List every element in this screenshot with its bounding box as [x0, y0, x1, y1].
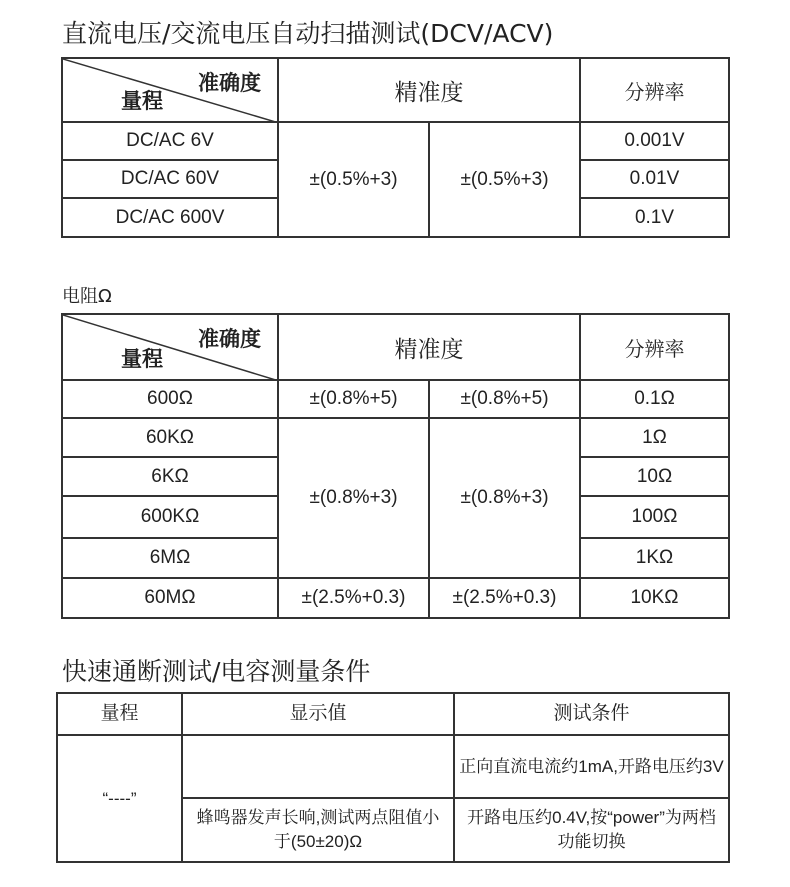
resolution-cell: 10Ω: [580, 457, 729, 496]
resolution-column-header: 分辨率: [580, 58, 729, 122]
resolution-column-header: 分辨率: [580, 314, 729, 380]
table-row: [62, 380, 729, 418]
resolution-cell: 0.001V: [580, 122, 729, 160]
range-cell: “----”: [57, 735, 182, 862]
table-row: [57, 735, 729, 798]
resistance-section-title: 电阻Ω: [62, 286, 112, 307]
table-row: [62, 418, 729, 457]
condition-cell: 正向直流电流约1mA,开路电压约3V: [454, 735, 729, 798]
range-cell: DC/AC 6V: [62, 122, 278, 160]
accuracy-cell: ±(0.5%+3): [278, 122, 429, 237]
table-header-row: [62, 314, 729, 380]
diagonal-header-cell: [62, 58, 278, 122]
range-cell: 600Ω: [62, 380, 278, 418]
range-header-label: 量程: [121, 348, 163, 371]
range-cell: DC/AC 60V: [62, 160, 278, 198]
accuracy-cell: ±(0.8%+5): [278, 380, 429, 418]
diagonal-header-cell: [62, 314, 278, 380]
accuracy-cell: ±(0.5%+3): [429, 122, 580, 237]
resolution-cell: 1Ω: [580, 418, 729, 457]
resolution-cell: 0.1Ω: [580, 380, 729, 418]
range-cell: 60KΩ: [62, 418, 278, 457]
dcv-acv-table: [61, 57, 730, 238]
resolution-cell: 1KΩ: [580, 538, 729, 578]
display-column-header: 显示值: [182, 693, 454, 735]
range-cell: 6MΩ: [62, 538, 278, 578]
accuracy-cell: ±(2.5%+0.3): [278, 578, 429, 618]
table-row: [62, 578, 729, 618]
range-cell: 60MΩ: [62, 578, 278, 618]
accuracy-cell: ±(0.8%+5): [429, 380, 580, 418]
continuity-section-title: 快速通断测试/电容测量条件: [62, 657, 371, 686]
condition-column-header: 测试条件: [454, 693, 729, 735]
resolution-cell: 0.1V: [580, 198, 729, 237]
dcv-section-title: 直流电压/交流电压自动扫描测试(DCV/ACV): [62, 19, 554, 48]
accuracy-cell: ±(0.8%+3): [278, 418, 429, 578]
range-column-header: 量程: [57, 693, 182, 735]
display-cell: 蜂鸣器发声长响,测试两点阻值小于(50±20)Ω: [182, 798, 454, 862]
accuracy-column-header: 精准度: [278, 58, 580, 122]
accuracy-header-label: 准确度: [198, 328, 261, 351]
accuracy-cell: ±(2.5%+0.3): [429, 578, 580, 618]
range-cell: 6KΩ: [62, 457, 278, 496]
range-header-label: 量程: [121, 90, 163, 113]
range-cell: 600KΩ: [62, 496, 278, 538]
table-row: [62, 122, 729, 160]
range-cell: DC/AC 600V: [62, 198, 278, 237]
resolution-cell: 10KΩ: [580, 578, 729, 618]
resistance-table: [61, 313, 730, 619]
display-cell: [182, 735, 454, 798]
table-header-row: [57, 693, 729, 735]
continuity-table: [56, 692, 730, 863]
condition-cell: 开路电压约0.4V,按“power”为两档功能切换: [454, 798, 729, 862]
table-header-row: [62, 58, 729, 122]
accuracy-column-header: 精准度: [278, 314, 580, 380]
resolution-cell: 0.01V: [580, 160, 729, 198]
accuracy-header-label: 准确度: [198, 72, 261, 95]
resolution-cell: 100Ω: [580, 496, 729, 538]
accuracy-cell: ±(0.8%+3): [429, 418, 580, 578]
